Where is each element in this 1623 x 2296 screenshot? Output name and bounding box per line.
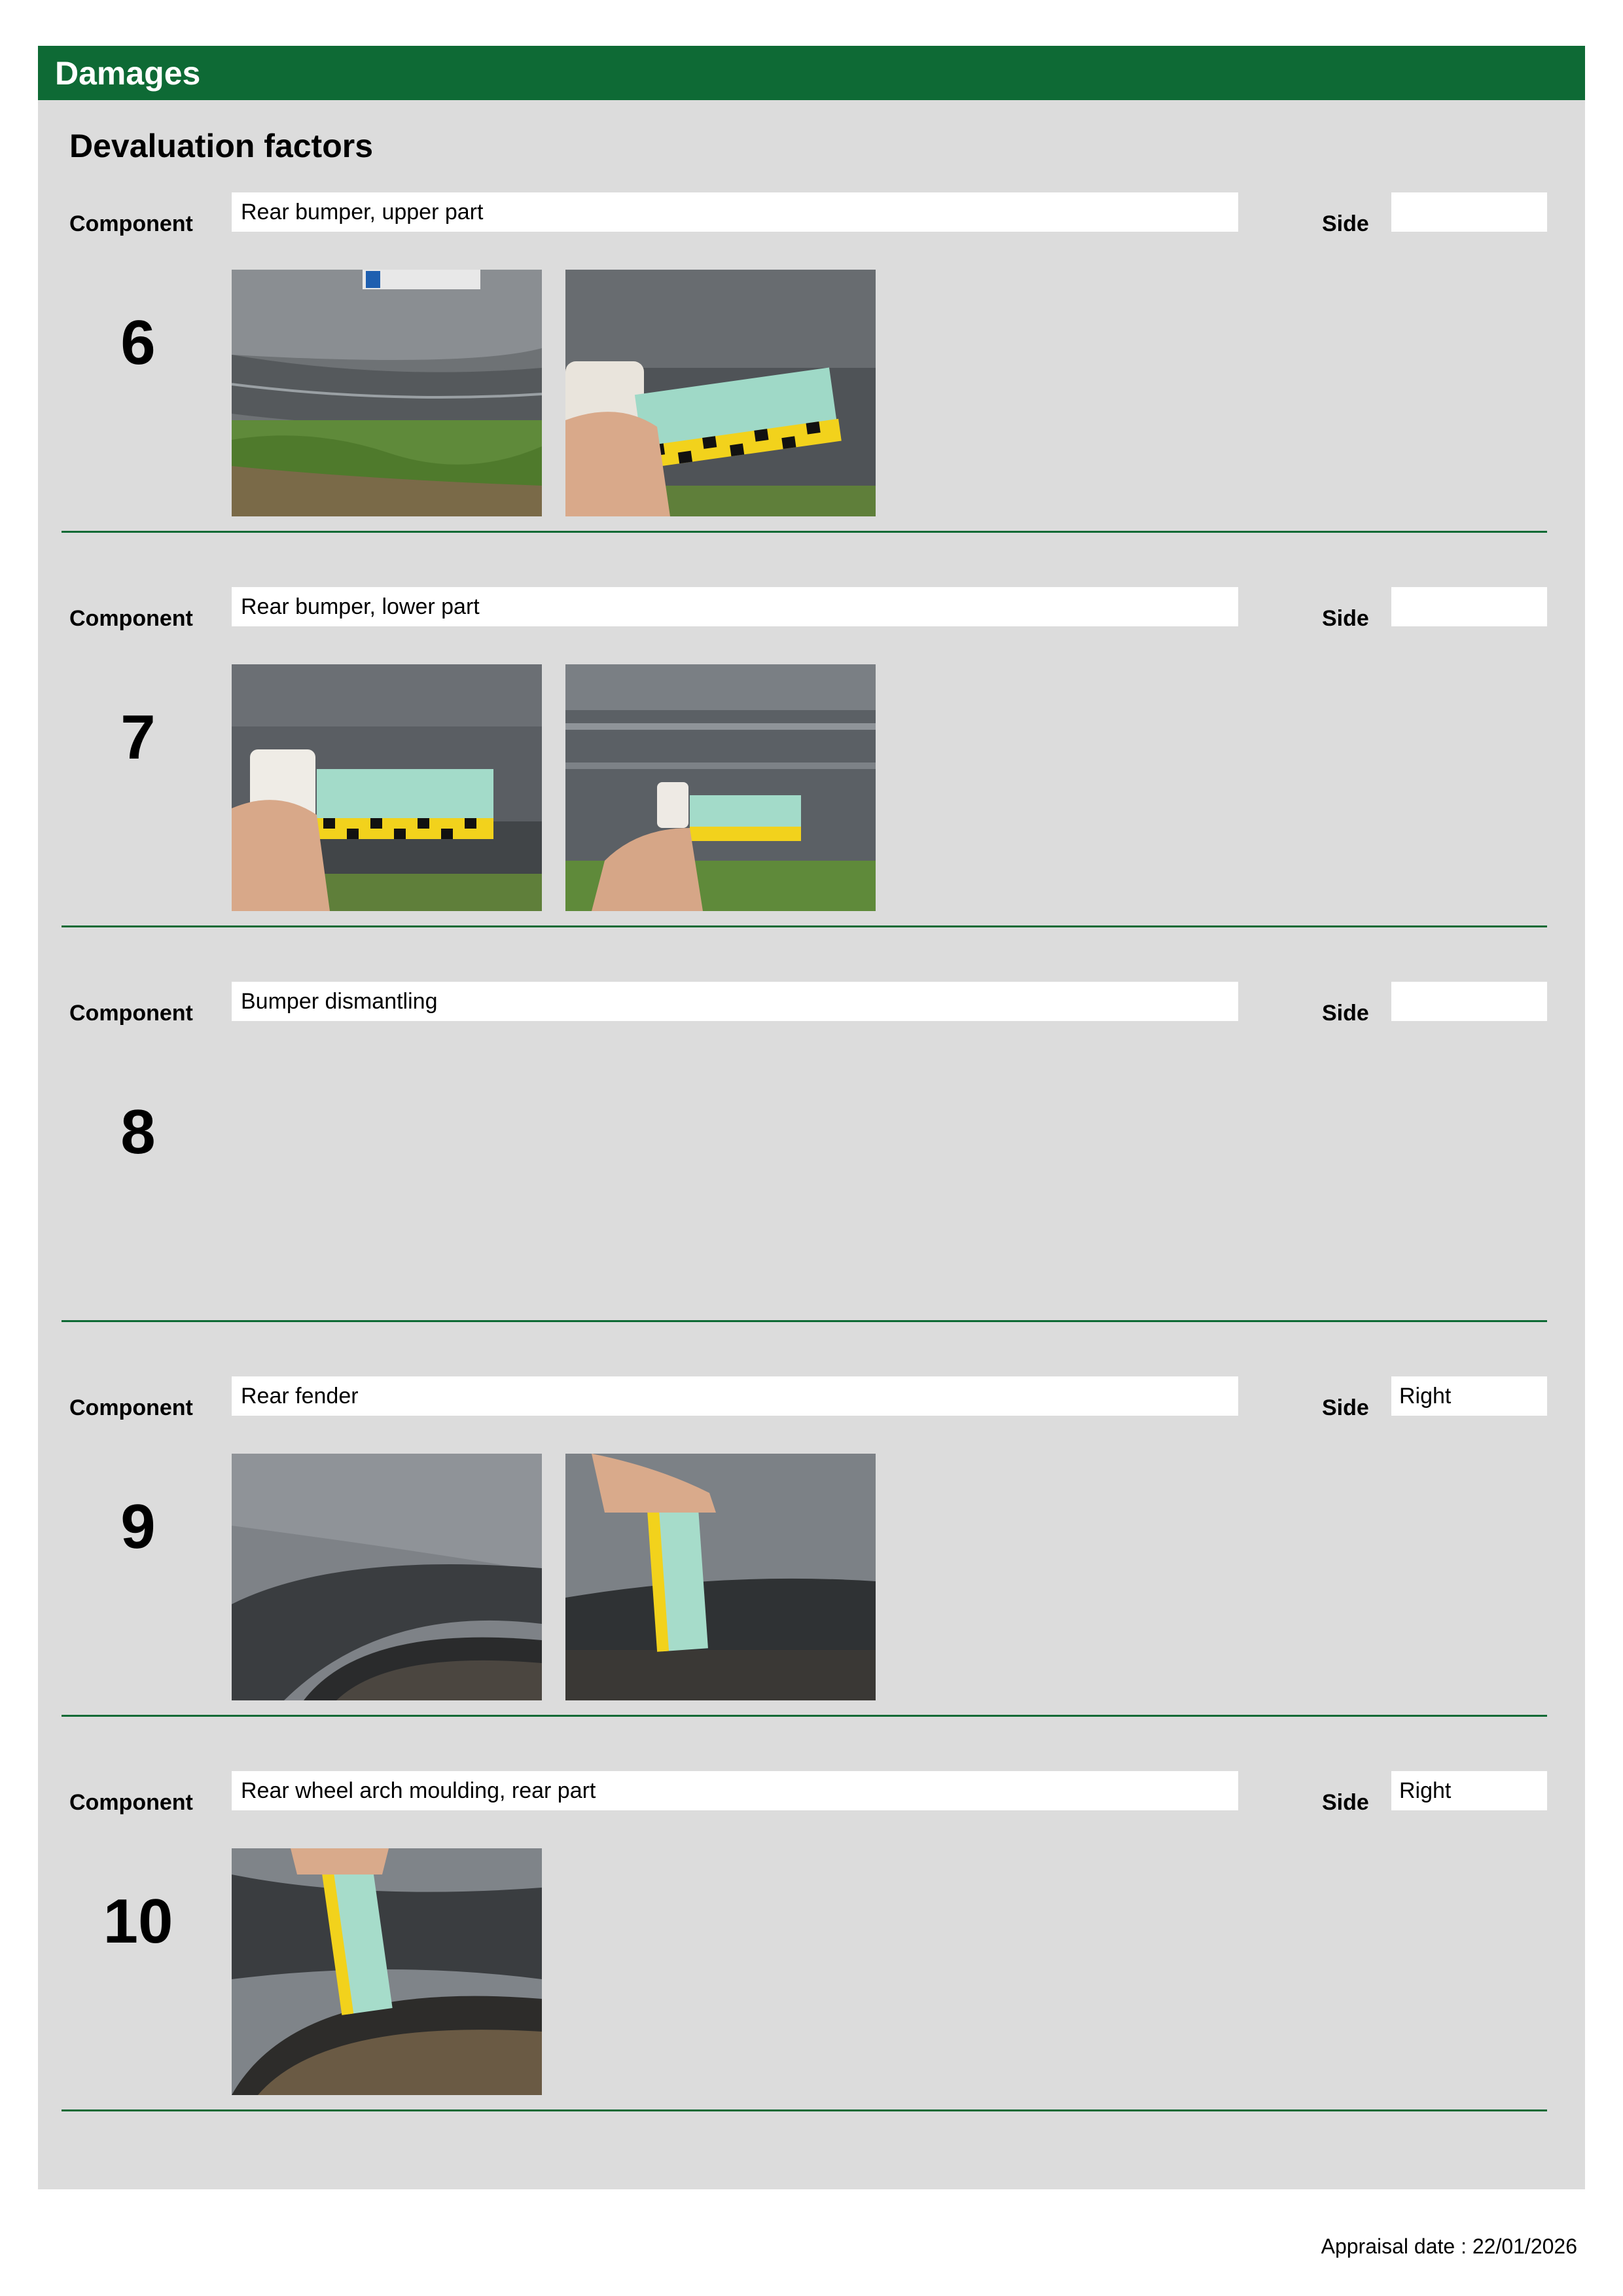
- side-field: [1391, 192, 1547, 232]
- side-label: Side: [1322, 1001, 1369, 1026]
- devaluation-panel: [38, 100, 1585, 2189]
- rear-fender-dent-photo[interactable]: [232, 1454, 542, 1700]
- wheel-arch-ruler-photo[interactable]: [232, 1848, 542, 2095]
- lower-bumper-ruler-photo[interactable]: [232, 664, 542, 911]
- side-label: Side: [1322, 1395, 1369, 1420]
- component-label: Component: [69, 1395, 193, 1420]
- component-field: Rear bumper, upper part: [232, 192, 1238, 232]
- entry-number: 7: [120, 702, 156, 772]
- damage-entry-10: [38, 1771, 1585, 2166]
- lower-bumper-wide-photo[interactable]: [565, 664, 876, 911]
- section-title: Devaluation factors: [69, 128, 374, 164]
- component-label: Component: [69, 211, 193, 236]
- component-label: Component: [69, 1790, 193, 1815]
- fender-dent-ruler-photo[interactable]: [565, 1454, 876, 1700]
- side-field: Right: [1391, 1376, 1547, 1416]
- bumper-scratch-ruler-photo[interactable]: [565, 270, 876, 516]
- side-label: Side: [1322, 606, 1369, 631]
- damages-header-title: Damages: [55, 55, 201, 92]
- side-field: [1391, 982, 1547, 1021]
- entry-number: 8: [120, 1097, 156, 1167]
- entry-divider: [62, 925, 1547, 927]
- component-field: Rear fender: [232, 1376, 1238, 1416]
- entry-number: 10: [103, 1886, 173, 1956]
- component-label: Component: [69, 1001, 193, 1026]
- entry-divider: [62, 2109, 1547, 2111]
- entry-divider: [62, 1715, 1547, 1717]
- side-label: Side: [1322, 211, 1369, 236]
- damage-entry-6: [38, 192, 1585, 587]
- appraisal-date: Appraisal date : 22/01/2026: [1321, 2234, 1577, 2258]
- entry-number: 6: [120, 308, 156, 378]
- component-label: Component: [69, 606, 193, 631]
- component-field: Rear wheel arch moulding, rear part: [232, 1771, 1238, 1810]
- rear-bumper-overview-photo[interactable]: [232, 270, 542, 516]
- component-field: Bumper dismantling: [232, 982, 1238, 1021]
- damage-entry-8: [38, 982, 1585, 1376]
- entry-divider: [62, 531, 1547, 533]
- entry-divider: [62, 1320, 1547, 1322]
- side-label: Side: [1322, 1790, 1369, 1815]
- damages-header-bar: [38, 46, 1585, 100]
- damage-entry-7: [38, 587, 1585, 982]
- damage-entry-9: [38, 1376, 1585, 1771]
- entry-number: 9: [120, 1492, 156, 1562]
- component-field: Rear bumper, lower part: [232, 587, 1238, 626]
- side-field: [1391, 587, 1547, 626]
- side-field: Right: [1391, 1771, 1547, 1810]
